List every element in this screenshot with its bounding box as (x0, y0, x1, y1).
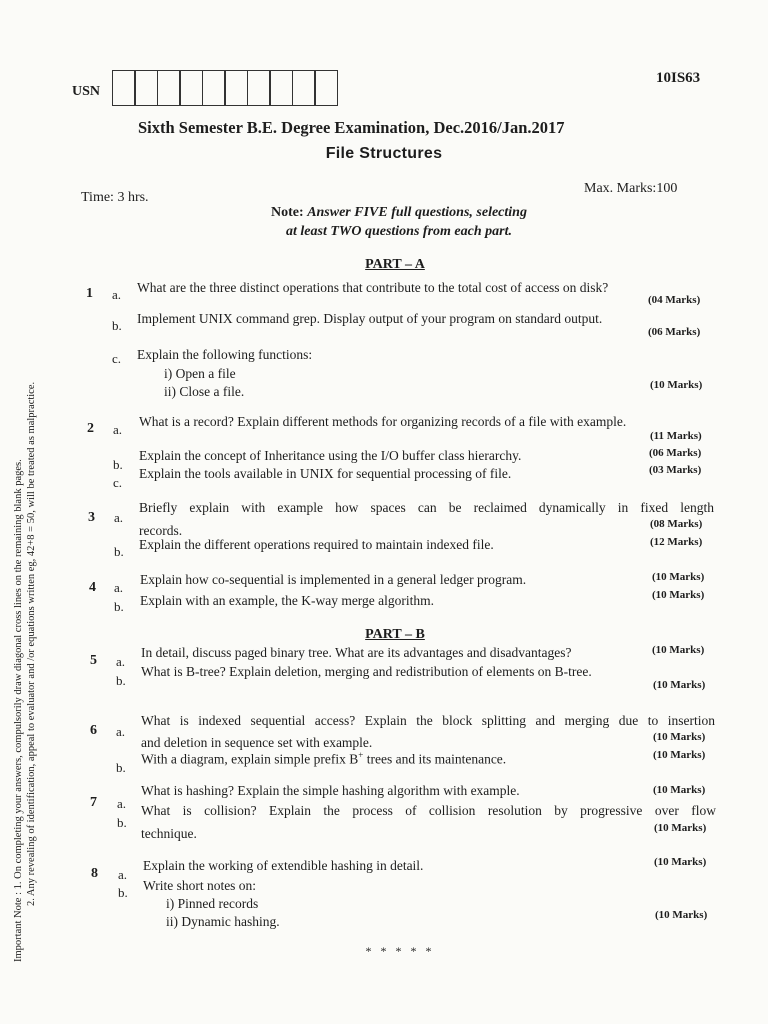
question-text-end: trees and its maintenance. (363, 751, 507, 767)
sub-label: a. (114, 580, 124, 595)
marks: (10 Marks) (650, 379, 703, 391)
subject-title: File Structures (325, 145, 443, 162)
end-stars: * * * * * (365, 944, 435, 958)
time-allowed: Time: 3 hrs. (81, 190, 149, 205)
note-line-2: at least TWO questions from each part. (286, 224, 512, 239)
usn-box (247, 70, 271, 106)
question-text: Explain how co-sequential is implemented in a general ledger program. (140, 572, 527, 587)
sub-label: c. (112, 351, 122, 366)
question-text: Explain the different operations required to maintain indexed file. (139, 537, 494, 552)
usn-box (224, 70, 248, 106)
sub-label: a. (116, 724, 126, 739)
sub-label: c. (113, 475, 123, 490)
usn-label: USN (72, 84, 101, 99)
question-text: Explain with an example, the K-way merge algorithm. (140, 593, 435, 608)
marks: (10 Marks) (652, 571, 705, 583)
question-text-continued: and deletion in sequence set with example. (141, 735, 373, 750)
sub-label: b. (118, 885, 128, 900)
question-number: 2 (87, 421, 94, 436)
marks: (10 Marks) (653, 731, 706, 743)
usn-box (134, 70, 158, 106)
marks: (10 Marks) (653, 679, 706, 691)
marks: (10 Marks) (653, 784, 706, 796)
question-text: What is a record? Explain different methods for organizing records of a file with example. (139, 414, 627, 429)
marks: (06 Marks) (649, 447, 702, 459)
question-text: Explain the tools available in UNIX for sequential processing of file. (139, 466, 512, 481)
side-note-line-2: 2. Any revealing of identification, appeal to evaluator and /or equations written eg, 42+8 = 50, will be treated as malpractice. (26, 381, 37, 906)
sub-label: a. (116, 654, 126, 669)
question-subitem: i) Pinned records (166, 896, 259, 911)
question-text-continued: technique. (141, 826, 197, 841)
marks: (10 Marks) (654, 822, 707, 834)
marks: (08 Marks) (650, 518, 703, 530)
question-number: 8 (91, 866, 98, 881)
question-number: 5 (90, 653, 97, 668)
sub-label: a. (117, 796, 127, 811)
question-text-start: With a diagram, explain simple prefix B (141, 751, 359, 767)
usn-box (292, 70, 316, 106)
exam-title: Sixth Semester B.E. Degree Examination, Dec.2016/Jan.2017 (138, 118, 565, 137)
sub-label: b. (114, 544, 124, 559)
sub-label: b. (113, 457, 123, 472)
sub-label: a. (113, 422, 123, 437)
marks: (12 Marks) (650, 536, 703, 548)
question-text: Explain the following functions: (137, 347, 313, 362)
question-number: 4 (89, 580, 96, 595)
question-number: 6 (90, 723, 97, 738)
sub-label: b. (112, 318, 122, 333)
question-text-continued: records. (139, 523, 183, 538)
question-text: Write short notes on: (143, 878, 257, 893)
usn-box (112, 70, 136, 106)
marks: (10 Marks) (653, 749, 706, 761)
question-text: What is B-tree? Explain deletion, merging and redistribution of elements on B-tree. (141, 664, 592, 679)
side-important-note (12, 242, 38, 962)
sub-label: b. (114, 599, 124, 614)
sub-label: a. (112, 287, 122, 302)
paper-code: 10IS63 (656, 70, 701, 86)
usn-box (269, 70, 293, 106)
sub-label: a. (114, 510, 124, 525)
question-subitem: ii) Dynamic hashing. (166, 914, 280, 929)
part-b-heading: PART – B (365, 627, 425, 642)
sub-label: b. (116, 760, 126, 775)
question-text: What is collision? Explain the process of collision resolution by progressive over flow (141, 803, 716, 818)
usn-box (157, 70, 181, 106)
question-subitem: i) Open a file (164, 366, 236, 381)
part-a-heading: PART – A (365, 257, 425, 272)
superscript-plus: + (358, 750, 364, 760)
question-number: 7 (90, 795, 97, 810)
note-line-1: Answer FIVE full questions, selecting (307, 205, 527, 220)
marks: (10 Marks) (655, 909, 708, 921)
marks: (10 Marks) (654, 856, 707, 868)
question-number: 3 (88, 510, 95, 525)
question-text: Briefly explain with example how spaces can be reclaimed dynamically in fixed length (139, 500, 714, 515)
question-text (141, 750, 506, 768)
sub-label: a. (118, 867, 128, 882)
usn-box (314, 70, 338, 106)
sub-label: b. (117, 815, 127, 830)
marks: (11 Marks) (650, 430, 702, 442)
side-note-line-1: Important Note : 1. On completing your answers, compulsorily draw diagonal cross lines on the remaining blank pages. (13, 459, 24, 962)
max-marks: Max. Marks:100 (584, 181, 678, 196)
question-text: Explain the working of extendible hashing in detail. (143, 858, 424, 873)
question-text: Implement UNIX command grep. Display output of your program on standard output. (137, 311, 603, 326)
marks: (04 Marks) (648, 294, 701, 306)
note-prefix: Note: (271, 205, 308, 220)
usn-boxes (113, 70, 338, 106)
question-number: 1 (86, 286, 93, 301)
question-text: What is indexed sequential access? Explain the block splitting and merging due to insertion (141, 713, 715, 728)
marks: (03 Marks) (649, 464, 702, 476)
marks: (10 Marks) (652, 589, 705, 601)
question-text: What is hashing? Explain the simple hashing algorithm with example. (141, 783, 520, 798)
question-text: What are the three distinct operations that contribute to the total cost of access on disk? (137, 280, 609, 295)
question-subitem: ii) Close a file. (164, 384, 245, 399)
marks: (06 Marks) (648, 326, 701, 338)
sub-label: b. (116, 673, 126, 688)
instructions-note (0, 203, 768, 241)
usn-box (179, 70, 203, 106)
question-text: In detail, discuss paged binary tree. What are its advantages and disadvantages? (141, 645, 572, 660)
marks: (10 Marks) (652, 644, 705, 656)
usn-box (202, 70, 226, 106)
question-text: Explain the concept of Inheritance using the I/O buffer class hierarchy. (139, 448, 522, 463)
